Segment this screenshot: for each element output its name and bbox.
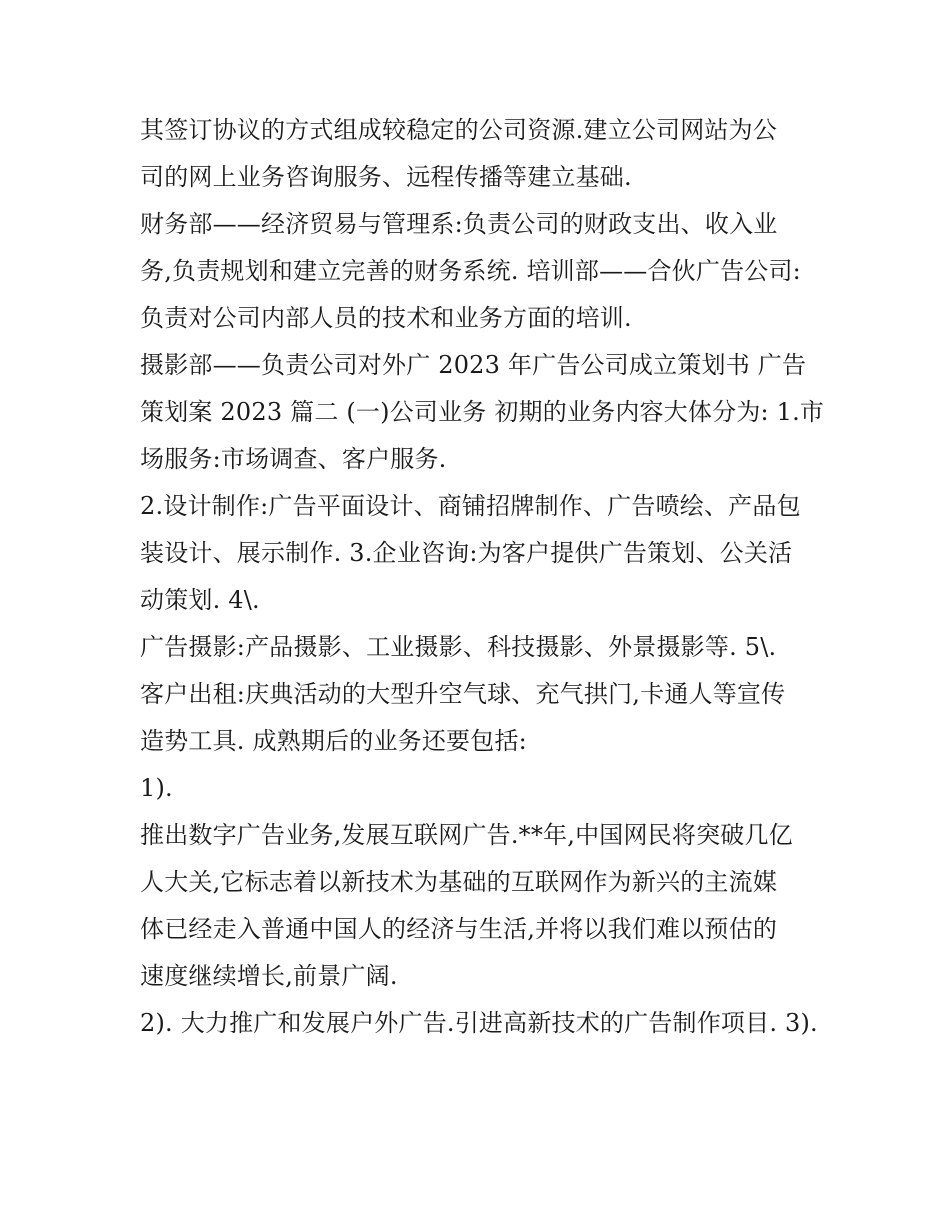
text-line: 动策划. 4\. xyxy=(140,586,260,614)
text-line: 1). xyxy=(140,774,173,802)
text-line: 司的网上业务咨询服务、远程传播等建立基础. xyxy=(140,163,632,191)
text-line: 装设计、展示制作. 3.企业咨询:为客户提供广告策划、公关活 xyxy=(140,539,793,567)
text-line: 广告摄影:产品摄影、工业摄影、科技摄影、外景摄影等. 5\. xyxy=(140,633,777,661)
document-body xyxy=(140,107,825,1047)
text-line: 摄影部——负责公司对外广 2023 年广告公司成立策划书 广告 xyxy=(140,351,807,379)
text-line: 客户出租:庆典活动的大型升空气球、充气拱门,卡通人等宣传 xyxy=(140,680,786,708)
text-line: 体已经走入普通中国人的经济与生活,并将以我们难以预估的 xyxy=(140,915,778,943)
text-line: 2). 大力推广和发展户外广告.引进高新技术的广告制作项目. 3). xyxy=(140,1009,818,1037)
text-line: 财务部——经济贸易与管理系:负责公司的财政支出、收入业 xyxy=(140,210,778,238)
text-line: 推出数字广告业务,发展互联网广告.**年,中国网民将突破几亿 xyxy=(140,821,793,849)
text-line: 负责对公司内部人员的技术和业务方面的培训. xyxy=(140,304,632,332)
text-line: 务,负责规划和建立完善的财务系统. 培训部——合伙广告公司: xyxy=(140,257,801,285)
text-line: 其签订协议的方式组成较稳定的公司资源.建立公司网站为公 xyxy=(140,116,778,144)
text-line: 速度继续增长,前景广阔. xyxy=(140,962,398,990)
text-line: 人大关,它标志着以新技术为基础的互联网作为新兴的主流媒 xyxy=(140,868,778,896)
text-line: 场服务:市场调查、客户服务. xyxy=(140,445,447,473)
text-line: 造势工具. 成熟期后的业务还要包括: xyxy=(140,727,527,755)
text-line: 策划案 2023 篇二 (一)公司业务 初期的业务内容大体分为: 1.市 xyxy=(140,398,825,426)
text-line: 2.设计制作:广告平面设计、商铺招牌制作、广告喷绘、产品包 xyxy=(140,492,801,520)
